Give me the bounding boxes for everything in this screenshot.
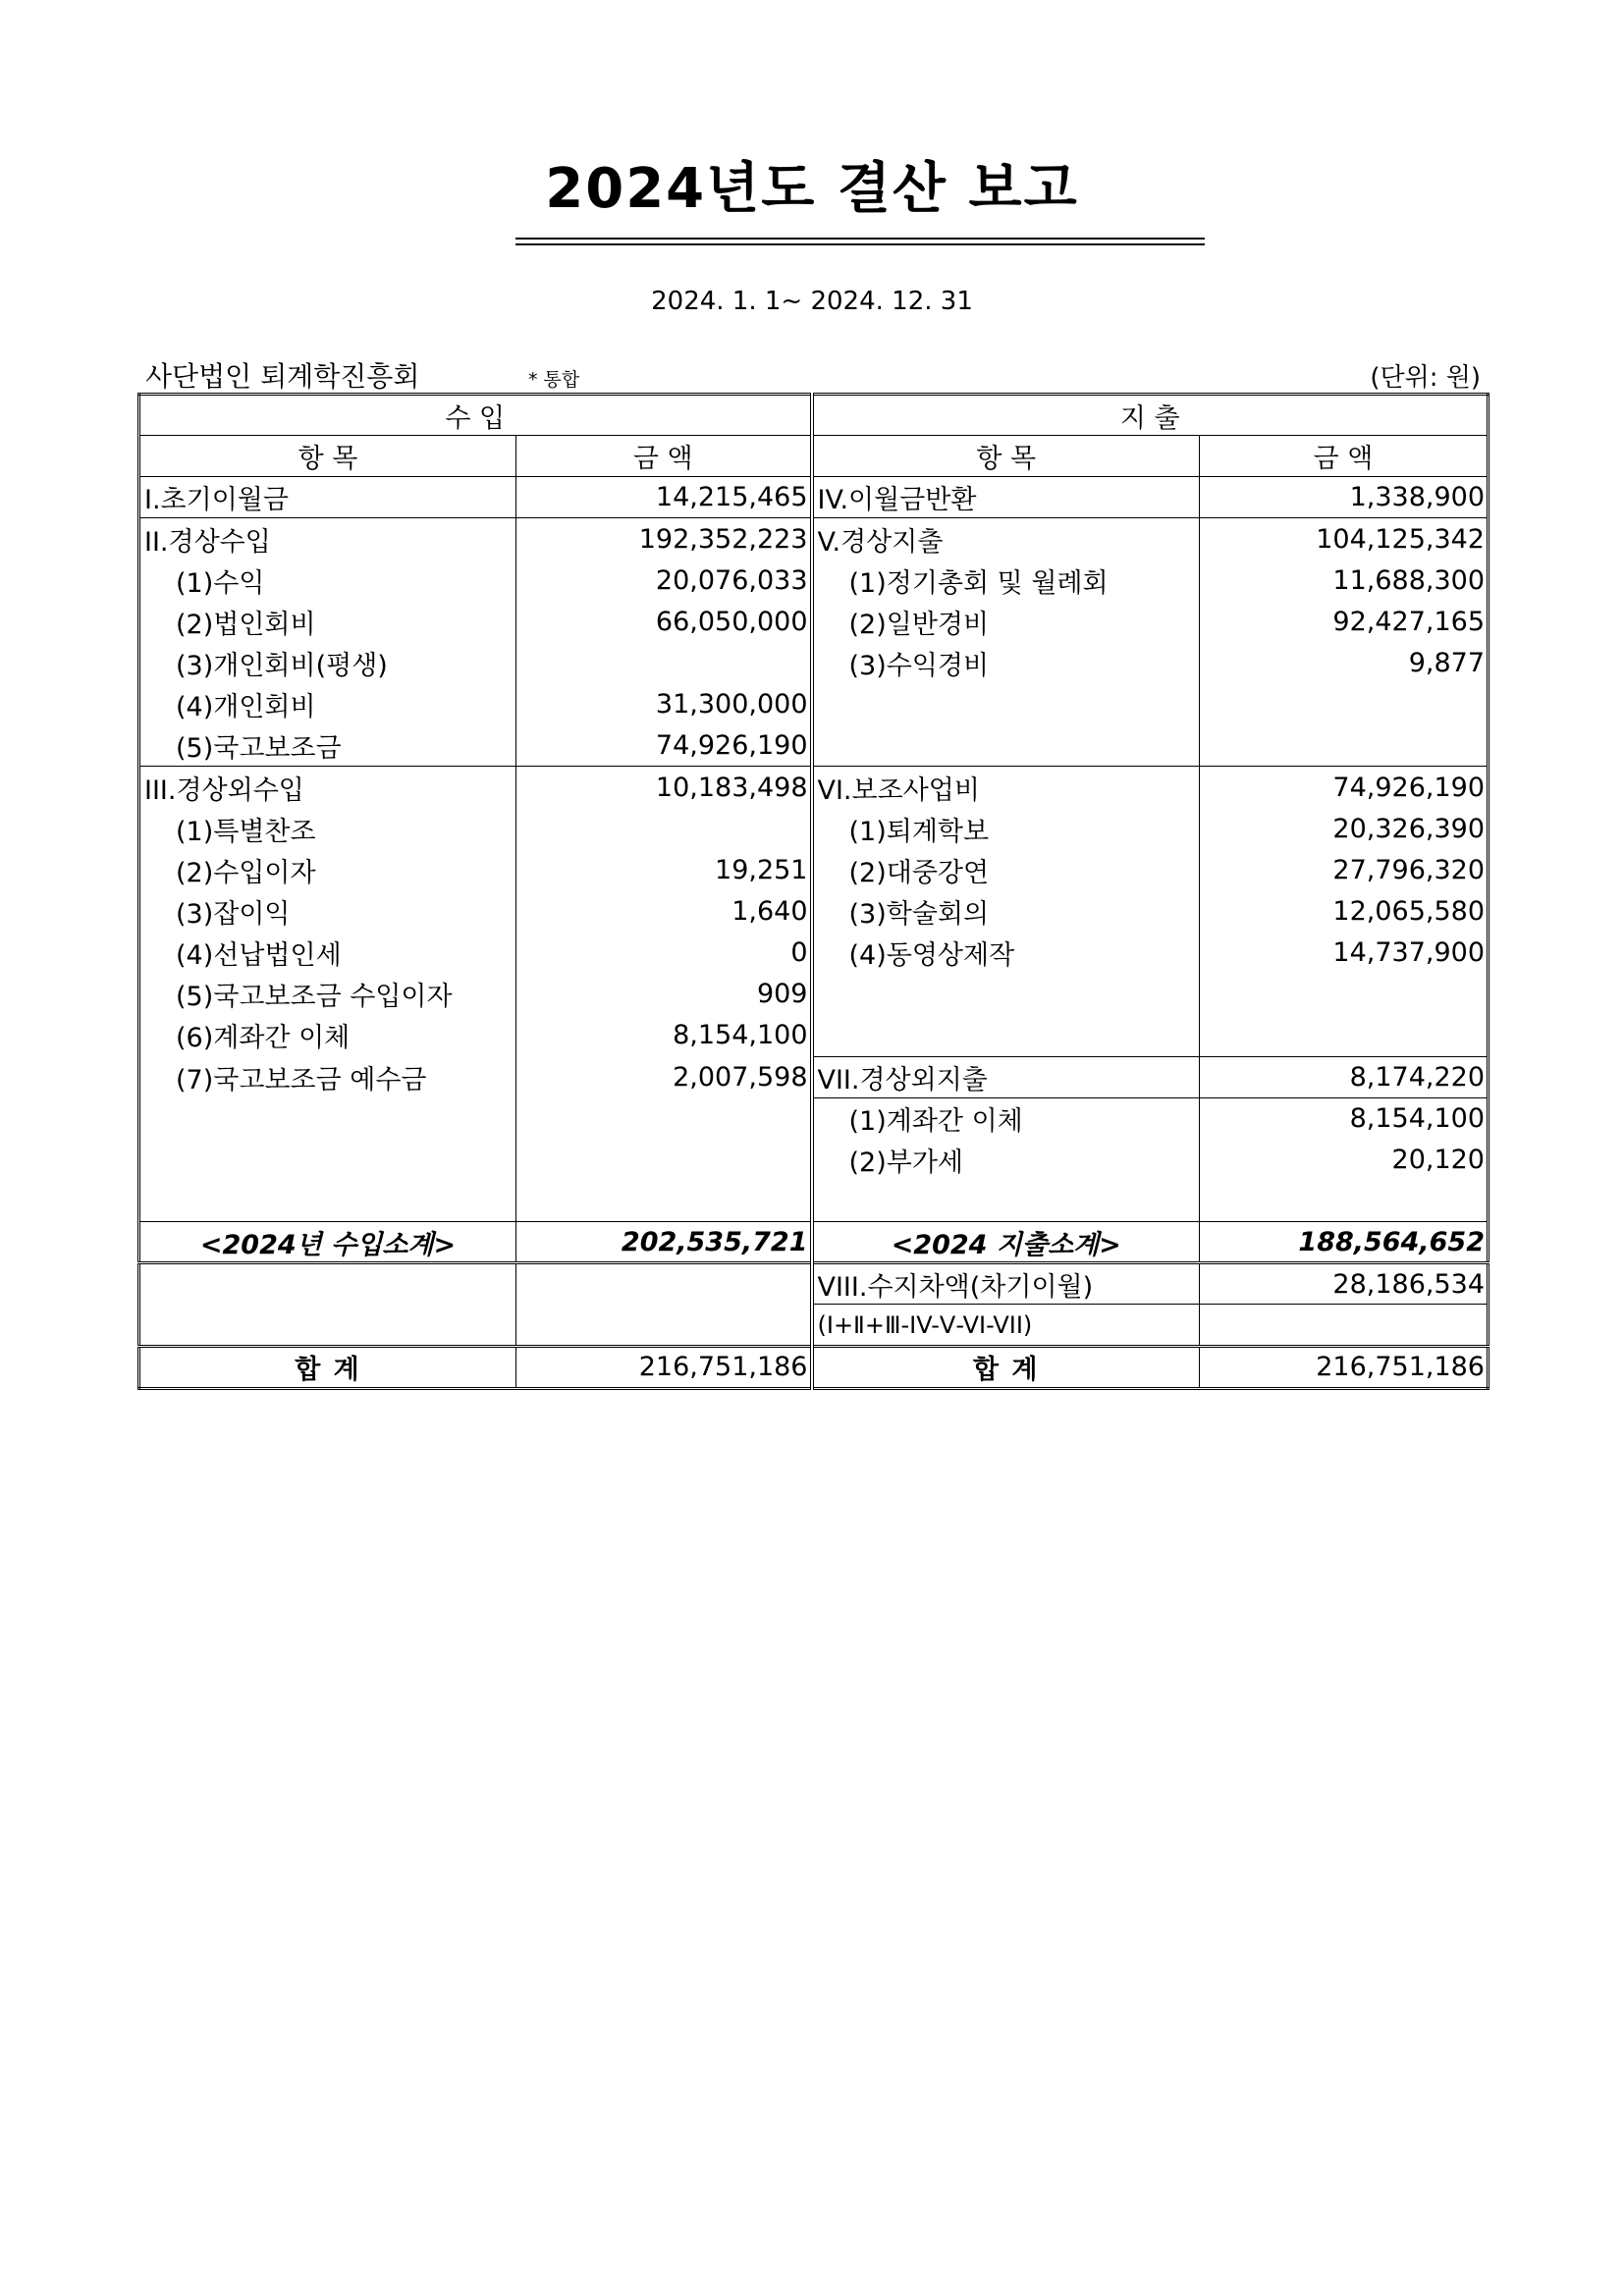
income-item: (3)개인회비(평생) (139, 642, 516, 683)
income-amount: 10,183,498 (516, 767, 812, 808)
expense-item: (4)동영상제작 (812, 933, 1200, 974)
income-item: (4)선납법인세 (139, 933, 516, 974)
table-row (139, 1139, 1489, 1180)
expense-total-label: 합 계 (812, 1346, 1200, 1388)
income-amount (516, 1139, 812, 1180)
income-item: (2)수입이자 (139, 849, 516, 890)
table-row (139, 1056, 1489, 1097)
income-item: (6)계좌간 이체 (139, 1015, 516, 1056)
expense-subtotal-label: <2024 지출소계> (812, 1222, 1200, 1263)
income-amount (516, 642, 812, 683)
income-amount: 74,926,190 (516, 725, 812, 767)
table-row (139, 1097, 1489, 1139)
balance-amount: 28,186,534 (1200, 1263, 1489, 1305)
income-header: 수 입 (139, 395, 812, 436)
expense-amount: 9,877 (1200, 642, 1489, 683)
income-subtotal-label: <2024년 수입소계> (139, 1222, 516, 1263)
income-item (139, 1097, 516, 1139)
balance-formula: (Ⅰ+Ⅱ+Ⅲ-IV-Ⅴ-VI-VII) (812, 1305, 1200, 1346)
expense-amount: 20,326,390 (1200, 808, 1489, 849)
table-row (139, 684, 1489, 725)
document-title: 2024년도 결산 보고 (545, 157, 1079, 221)
expense-item: VI.보조사업비 (812, 767, 1200, 808)
balance-row (139, 1263, 1489, 1305)
table-row (139, 518, 1489, 560)
balance-formula-row (139, 1305, 1489, 1346)
table-row (139, 974, 1489, 1015)
expense-item (812, 684, 1200, 725)
expense-amount (1200, 974, 1489, 1015)
expense-item (812, 1015, 1200, 1056)
income-amount: 31,300,000 (516, 684, 812, 725)
table-row (139, 1015, 1489, 1056)
income-amount: 2,007,598 (516, 1056, 812, 1097)
expense-total-amount: 216,751,186 (1200, 1346, 1489, 1388)
income-amount: 20,076,033 (516, 560, 812, 601)
income-amount: 0 (516, 933, 812, 974)
income-item: (7)국고보조금 예수금 (139, 1056, 516, 1097)
expense-amount: 74,926,190 (1200, 767, 1489, 808)
income-item: III.경상외수입 (139, 767, 516, 808)
section-header-row (139, 395, 1489, 436)
subtotal-row (139, 1222, 1489, 1263)
total-row (139, 1346, 1489, 1388)
expense-item (812, 725, 1200, 767)
expense-item: IV.이월금반환 (812, 477, 1200, 518)
expense-amount: 92,427,165 (1200, 601, 1489, 642)
income-total-amount: 216,751,186 (516, 1346, 812, 1388)
expense-header: 지 출 (812, 395, 1489, 436)
expense-amount (1200, 1015, 1489, 1056)
expense-item: (3)학술회의 (812, 890, 1200, 932)
report-period: 2024. 1. 1~ 2024. 12. 31 (651, 287, 973, 316)
expense-item (812, 974, 1200, 1015)
income-amount-header: 금 액 (516, 436, 812, 477)
expense-amount: 14,737,900 (1200, 933, 1489, 974)
income-item: (2)법인회비 (139, 601, 516, 642)
table-row (139, 890, 1489, 932)
income-amount (516, 808, 812, 849)
settlement-table (137, 393, 1489, 1390)
table-row (139, 725, 1489, 767)
income-amount: 66,050,000 (516, 601, 812, 642)
table-row (139, 933, 1489, 974)
expense-amount: 8,174,220 (1200, 1056, 1489, 1097)
expense-amount-header: 금 액 (1200, 436, 1489, 477)
expense-item: (2)대중강연 (812, 849, 1200, 890)
income-item: (1)특별찬조 (139, 808, 516, 849)
currency-unit: (단위: 원) (1370, 363, 1481, 393)
table-row (139, 477, 1489, 518)
income-item-header: 항 목 (139, 436, 516, 477)
title-double-underline (515, 238, 1205, 245)
expense-amount (1200, 684, 1489, 725)
expense-item: (3)수익경비 (812, 642, 1200, 683)
expense-item: V.경상지출 (812, 518, 1200, 560)
expense-item-header: 항 목 (812, 436, 1200, 477)
income-item: II.경상수입 (139, 518, 516, 560)
income-item: (1)수익 (139, 560, 516, 601)
table-row (139, 642, 1489, 683)
expense-item: (1)정기총회 및 월례회 (812, 560, 1200, 601)
income-amount (516, 1097, 812, 1139)
table-row (139, 601, 1489, 642)
income-total-label: 합 계 (139, 1346, 516, 1388)
column-header-row (139, 436, 1489, 477)
income-amount: 14,215,465 (516, 477, 812, 518)
expense-amount: 104,125,342 (1200, 518, 1489, 560)
expense-amount: 12,065,580 (1200, 890, 1489, 932)
table-row (139, 767, 1489, 808)
spacer-row (139, 1180, 1489, 1221)
expense-amount: 27,796,320 (1200, 849, 1489, 890)
expense-amount: 8,154,100 (1200, 1097, 1489, 1139)
table-row (139, 808, 1489, 849)
expense-item: (1)퇴계학보 (812, 808, 1200, 849)
expense-item: (2)일반경비 (812, 601, 1200, 642)
expense-amount: 11,688,300 (1200, 560, 1489, 601)
table-row (139, 560, 1489, 601)
expense-item: (2)부가세 (812, 1139, 1200, 1180)
expense-subtotal-amount: 188,564,652 (1200, 1222, 1489, 1263)
income-subtotal-amount: 202,535,721 (516, 1222, 812, 1263)
income-item (139, 1139, 516, 1180)
income-item: I.초기이월금 (139, 477, 516, 518)
income-amount: 1,640 (516, 890, 812, 932)
organization-name: 사단법인 퇴계학진흥회 (145, 360, 420, 393)
income-item: (4)개인회비 (139, 684, 516, 725)
expense-item: VII.경상외지출 (812, 1056, 1200, 1097)
expense-amount: 20,120 (1200, 1139, 1489, 1180)
income-item: (5)국고보조금 (139, 725, 516, 767)
income-item: (5)국고보조금 수입이자 (139, 974, 516, 1015)
income-amount: 8,154,100 (516, 1015, 812, 1056)
income-amount: 909 (516, 974, 812, 1015)
organization-note: * 통합 (528, 369, 580, 391)
expense-amount (1200, 725, 1489, 767)
expense-item: (1)계좌간 이체 (812, 1097, 1200, 1139)
expense-amount: 1,338,900 (1200, 477, 1489, 518)
income-amount: 19,251 (516, 849, 812, 890)
income-amount: 192,352,223 (516, 518, 812, 560)
income-item: (3)잡이익 (139, 890, 516, 932)
table-row (139, 849, 1489, 890)
balance-label: VIII.수지차액(차기이월) (812, 1263, 1200, 1305)
